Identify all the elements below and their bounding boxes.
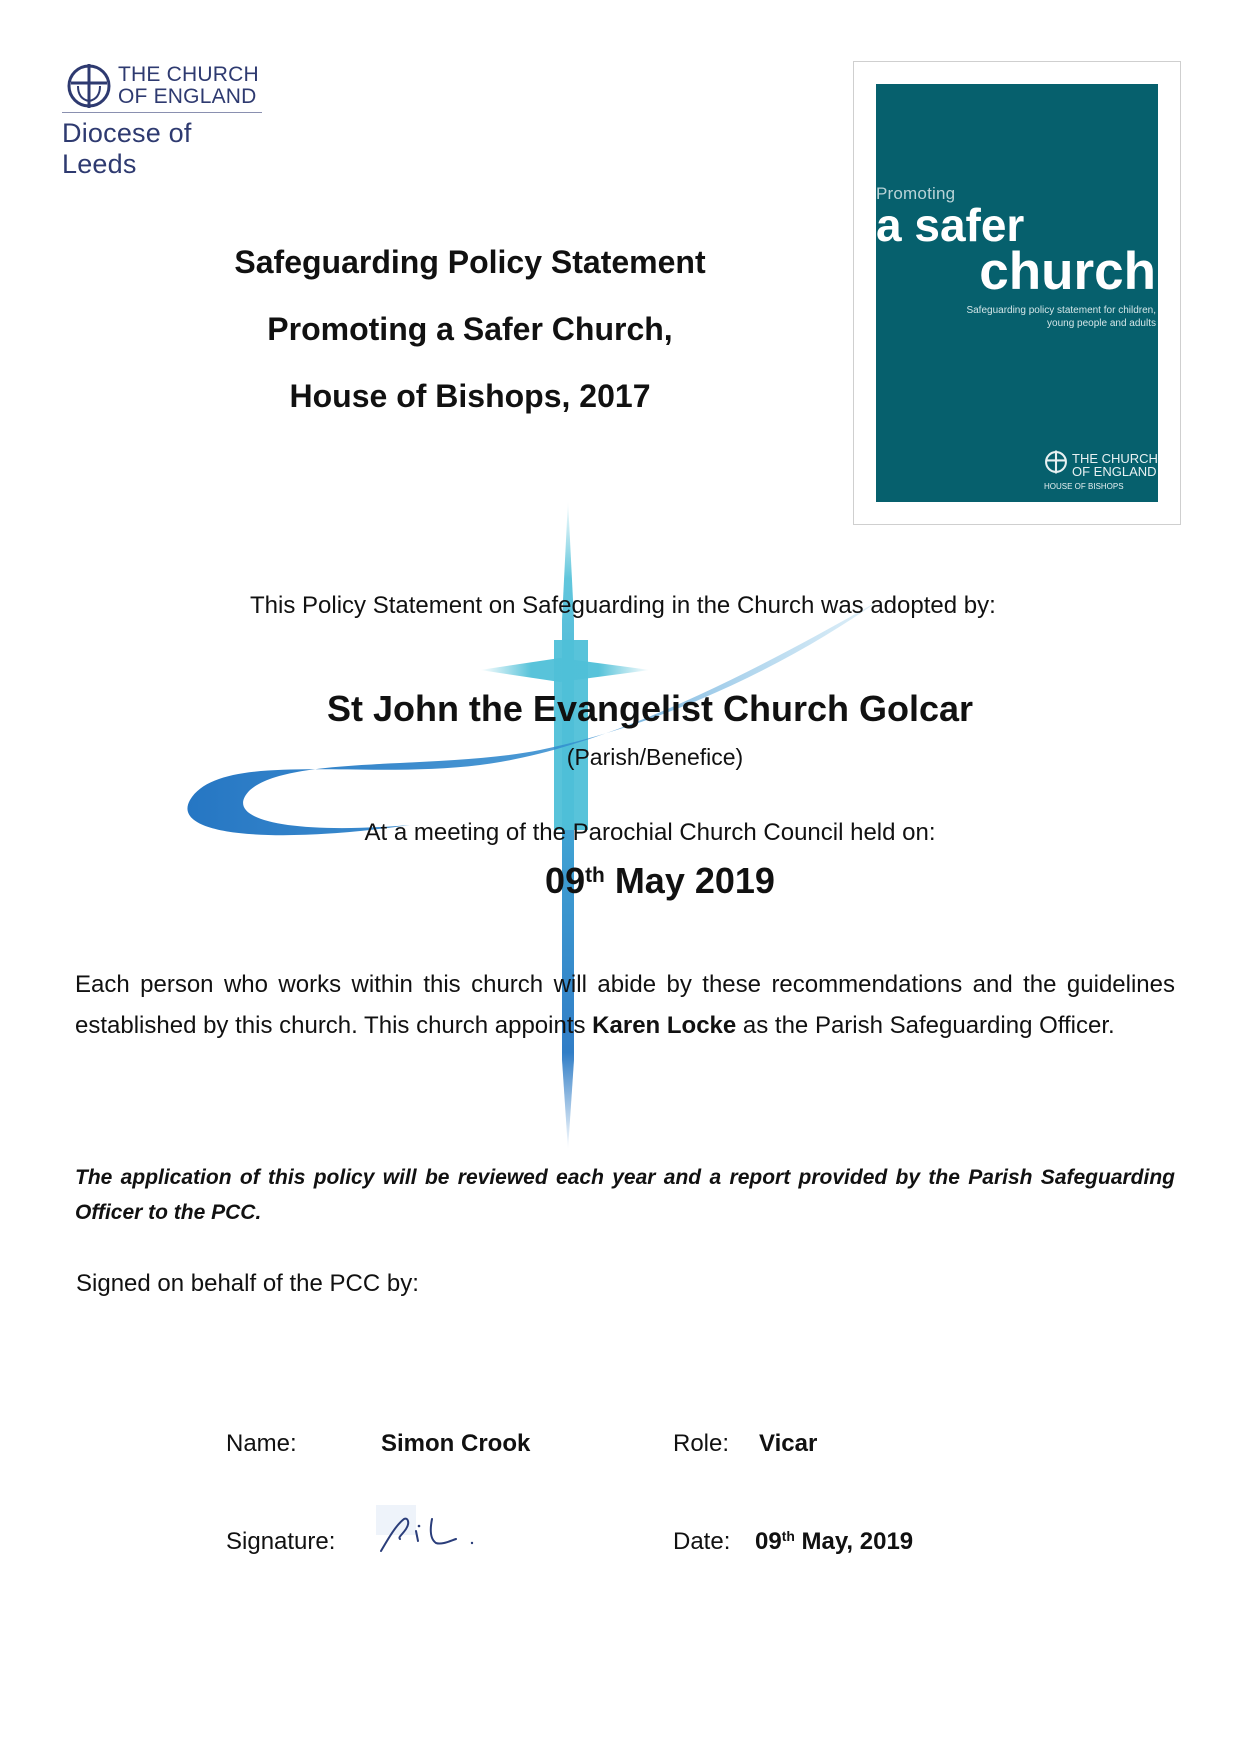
- signature-date-rest: May, 2019: [801, 1528, 914, 1555]
- cover-kicker: Promoting: [876, 184, 956, 203]
- cover-title-line-1: a safer: [876, 199, 1025, 251]
- church-cross-emblem-icon: [66, 63, 112, 109]
- signature-date: [755, 1528, 913, 1556]
- cover-panel: [876, 84, 1158, 502]
- role-label: Role:: [673, 1430, 730, 1457]
- safeguarding-officer-name: Karen Locke: [592, 1012, 737, 1039]
- meeting-date-rest: May 2019: [614, 860, 775, 901]
- abide-paragraph: [75, 964, 1175, 1046]
- logo-line-2: OF ENGLAND: [118, 85, 257, 108]
- adoption-intro: This Policy Statement on Safeguarding in the Church was adopted by:: [250, 592, 996, 619]
- meeting-date-day: 09: [545, 860, 586, 901]
- meeting-date: [440, 860, 880, 902]
- logo-divider: [62, 112, 262, 113]
- logo-diocese: Diocese of Leeds: [62, 118, 192, 179]
- handwritten-signature: [376, 1505, 486, 1565]
- church-name: St John the Evangelist Church Golcar: [326, 688, 974, 729]
- signature-label: Signature:: [226, 1528, 336, 1555]
- logo-line-1: THE CHURCH: [118, 63, 259, 86]
- cover-org-line-1: THE CHURCH: [1072, 451, 1158, 466]
- signatory-name: Simon Crook: [381, 1430, 531, 1457]
- cover-org-line-2: OF ENGLAND: [1072, 464, 1157, 479]
- date-label: Date:: [673, 1528, 731, 1555]
- cover-subtitle: Safeguarding policy statement for children, young people and adults: [966, 305, 1156, 329]
- signatory-role: Vicar: [759, 1430, 818, 1457]
- review-statement: The application of this policy will be reviewed each year and a report provided by the Parish Safeguarding Officer to the PCC.: [75, 1166, 1175, 1224]
- title-line-1: Safeguarding Policy Statement: [234, 244, 706, 280]
- signed-on-behalf-label: Signed on behalf of the PCC by:: [76, 1270, 419, 1297]
- meeting-date-suffix: th: [585, 863, 605, 887]
- diocese-logo: [62, 60, 267, 179]
- title-line-2: Promoting a Safer Church,: [267, 311, 673, 347]
- meeting-label: At a meeting of the Parochial Church Council held on:: [364, 819, 936, 846]
- title-line-3: House of Bishops, 2017: [289, 378, 651, 414]
- policy-cover-image: [853, 61, 1181, 525]
- name-label: Name:: [226, 1430, 297, 1457]
- signature-date-day: 09: [755, 1528, 782, 1555]
- signature-date-suffix: th: [781, 1528, 795, 1545]
- abide-text-2: as the Parish Safeguarding Officer.: [736, 1012, 1115, 1039]
- cover-church-emblem-icon: [1044, 450, 1068, 474]
- parish-benefice-label: (Parish/Benefice): [566, 744, 744, 770]
- abide-text-1: Each person who works within this church will abide by these recommendations and the guidelines established by this church. This church appoints: [75, 971, 1175, 1039]
- cover-org-line-3: HOUSE OF BISHOPS: [1044, 482, 1124, 491]
- cover-title-line-2: church: [979, 242, 1156, 301]
